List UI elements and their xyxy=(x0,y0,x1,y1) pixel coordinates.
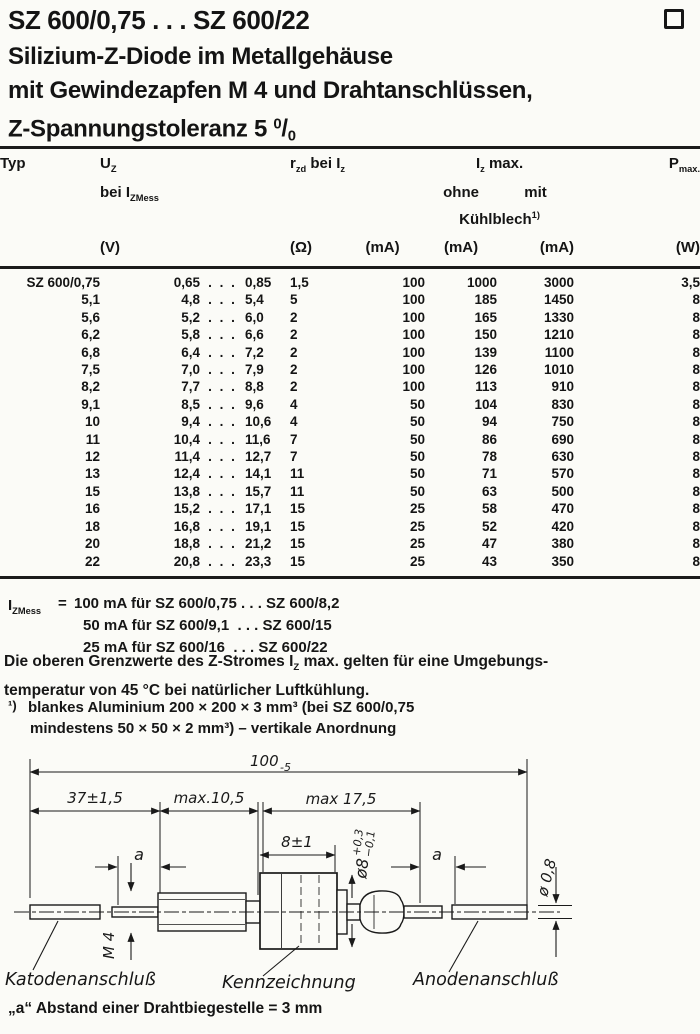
cell-iz-max-ohne: 150 xyxy=(474,327,498,343)
cell-pmax: 8 xyxy=(692,344,700,360)
cell-uz-max: 17,1 xyxy=(245,501,272,517)
cell-pmax: 8 xyxy=(692,466,700,482)
cell-uz-min: 0,65 xyxy=(173,275,200,290)
table-row xyxy=(0,448,700,465)
cell-iz: 50 xyxy=(410,431,426,447)
cell-iz-max-mit: 1210 xyxy=(544,327,575,343)
cell-uz-min: 7,0 xyxy=(181,362,200,378)
table-row xyxy=(0,361,700,378)
cell-rzd: 7 xyxy=(290,449,298,465)
anode-label: Anodenanschluß xyxy=(413,970,559,990)
cell-uz-min: 16,8 xyxy=(173,518,200,534)
cell-iz: 100 xyxy=(402,344,426,360)
cell-uz-max: 8,8 xyxy=(245,379,264,395)
svg-text:ø 0,8: ø 0,8 xyxy=(533,856,561,898)
footnote-kuehlblech xyxy=(8,695,698,739)
cell-uz-max: 7,9 xyxy=(245,362,264,378)
cell-uz-max: 0,85 xyxy=(245,275,272,290)
cell-iz-max-ohne: 94 xyxy=(482,414,498,430)
horizontal-rule-top xyxy=(0,146,700,149)
cell-uz-min: 20,8 xyxy=(173,553,200,569)
cell-uz-min: 7,7 xyxy=(181,379,200,395)
svg-text:M 4: M 4 xyxy=(100,931,118,959)
uz-range-dots: . . . xyxy=(208,292,237,308)
limit-note-line-1: Die oberen Grenzwerte des Z-Stromes $I_Z$ max. gelten für eine Umgebungs- xyxy=(4,653,549,674)
cell-uz-max: 23,3 xyxy=(245,553,272,569)
units-row xyxy=(0,232,700,274)
izmess-note xyxy=(8,593,339,659)
uz-range-dots: . . . xyxy=(208,396,237,412)
cell-rzd: 11 xyxy=(290,483,305,499)
cell-typ: 6,2 xyxy=(81,327,100,343)
cell-pmax: 8 xyxy=(692,518,700,534)
unit-ma-iz: (mA) xyxy=(365,239,400,256)
cell-uz-max: 11,6 xyxy=(245,431,271,447)
cell-uz-max: 9,6 xyxy=(245,396,264,412)
cell-rzd: 15 xyxy=(290,518,306,534)
cell-iz: 100 xyxy=(402,275,426,290)
cell-rzd: 4 xyxy=(290,396,298,412)
cell-uz-max: 21,2 xyxy=(245,536,272,552)
unit-ma-ohne: (mA) xyxy=(443,239,479,256)
cell-iz-max-mit: 630 xyxy=(551,449,575,465)
cell-typ: 12 xyxy=(84,449,100,465)
unit-ohm: (Ω) xyxy=(290,239,313,256)
cell-pmax: 8 xyxy=(692,292,700,308)
uz-range-dots: . . . xyxy=(208,275,237,290)
cell-rzd: 11 xyxy=(290,466,305,482)
cell-rzd: 2 xyxy=(290,379,298,395)
cell-iz-max-mit: 470 xyxy=(551,501,575,517)
cell-iz-max-ohne: 139 xyxy=(474,344,498,360)
table-row xyxy=(0,309,700,326)
cell-iz-max-ohne: 43 xyxy=(482,553,498,569)
cell-uz-min: 9,4 xyxy=(181,414,200,430)
cell-typ: 13 xyxy=(84,466,100,482)
uz-range-dots: . . . xyxy=(208,414,237,430)
cell-rzd: 15 xyxy=(290,536,306,552)
column-header-izmax: $I_z$ max. ohne mit Kühlblech$^{1)}$ xyxy=(443,155,547,228)
cell-typ: 16 xyxy=(84,501,100,517)
cell-typ: 15 xyxy=(84,483,100,499)
cell-iz: 25 xyxy=(410,518,426,534)
wire-bend-note: „a“ Abstand einer Drahtbiegestelle = 3 mm xyxy=(8,1000,323,1017)
cell-typ: 7,5 xyxy=(81,362,100,378)
column-header-pmax: $P_{max.}$ xyxy=(668,155,700,174)
cell-typ: 10 xyxy=(84,414,100,430)
table-row xyxy=(0,431,700,448)
izmess-equals: = xyxy=(58,595,67,612)
cell-iz: 100 xyxy=(402,292,426,308)
cell-typ: 5,1 xyxy=(81,292,100,308)
table-row xyxy=(0,291,700,308)
cell-uz-max: 7,2 xyxy=(245,344,264,360)
cell-iz-max-mit: 1450 xyxy=(544,292,575,308)
cell-typ: 5,6 xyxy=(81,309,100,325)
footnote-marker: ¹) xyxy=(8,698,17,713)
case-body xyxy=(260,873,337,949)
cell-uz-max: 10,6 xyxy=(245,414,272,430)
cell-iz-max-ohne: 165 xyxy=(474,309,498,325)
column-header-uz: $U_Z$ bei $I_{ZMess}$ xyxy=(100,155,159,203)
cell-iz-max-ohne: 126 xyxy=(474,362,498,378)
cell-iz-max-mit: 1330 xyxy=(544,309,575,325)
percent-symbol: $^0/_0$ xyxy=(273,115,296,145)
cell-iz-max-ohne: 63 xyxy=(482,483,498,499)
cell-iz-max-mit: 1100 xyxy=(544,344,575,360)
footnote-line-2: mindestens 50 × 50 × 2 mm³) – vertikale Anordnung xyxy=(30,720,397,737)
cell-uz-min: 6,4 xyxy=(181,344,200,360)
table-row xyxy=(0,535,700,552)
cell-iz-max-ohne: 58 xyxy=(482,501,498,517)
cell-iz-max-mit: 420 xyxy=(551,518,575,534)
cell-pmax: 8 xyxy=(692,501,700,517)
table-row xyxy=(0,344,700,361)
corner-square-mark xyxy=(664,9,684,29)
cell-iz: 50 xyxy=(410,396,426,412)
table-body xyxy=(0,274,700,570)
subtitle-line-3: Z-Spannungstoleranz 5 $^0/_0$ xyxy=(8,115,296,145)
cell-iz: 100 xyxy=(402,309,426,325)
cell-pmax: 8 xyxy=(692,309,700,325)
cell-uz-min: 15,2 xyxy=(173,501,200,517)
cathode-label: Katodenanschluß xyxy=(5,970,156,990)
cell-uz-max: 6,0 xyxy=(245,309,264,325)
cell-rzd: 2 xyxy=(290,344,298,360)
subtitle-line-1: Silizium-Z-Diode im Metallgehäuse xyxy=(8,43,393,70)
cell-iz-max-ohne: 47 xyxy=(482,536,498,552)
column-header-rzd: $r_{zd}$ bei $I_z$ xyxy=(290,155,346,174)
table-row xyxy=(0,274,700,291)
cell-iz-max-mit: 910 xyxy=(551,379,575,395)
cell-rzd: 4 xyxy=(290,414,298,430)
cell-rzd: 1,5 xyxy=(290,275,309,290)
cell-iz-max-ohne: 185 xyxy=(474,292,498,308)
dim-overall: 100 xyxy=(250,752,279,770)
table-row xyxy=(0,518,700,535)
cell-iz-max-mit: 350 xyxy=(551,553,575,569)
dim-lead-length: 37±1,5 xyxy=(67,789,123,807)
dim-body-diameter xyxy=(347,828,378,880)
cell-rzd: 7 xyxy=(290,431,298,447)
cell-rzd: 2 xyxy=(290,362,298,378)
cell-uz-min: 12,4 xyxy=(173,466,200,482)
cell-iz-max-ohne: 104 xyxy=(474,396,498,412)
cell-typ: 9,1 xyxy=(81,396,100,412)
cell-uz-max: 19,1 xyxy=(245,518,272,534)
cell-iz: 100 xyxy=(402,327,426,343)
cell-iz-max-mit: 500 xyxy=(551,483,575,499)
cell-typ: 8,2 xyxy=(81,379,100,395)
uz-range-dots: . . . xyxy=(208,327,237,343)
cell-pmax: 8 xyxy=(692,449,700,465)
footnote-line-1: ¹) blankes Aluminium 200 × 200 × 3 mm³ (bei SZ 600/0,75 xyxy=(8,695,698,718)
cell-uz-min: 8,5 xyxy=(181,396,200,412)
uz-range-dots: . . . xyxy=(208,362,237,378)
cell-pmax: 3,5 xyxy=(681,275,700,290)
svg-text:−0,1: −0,1 xyxy=(361,829,378,858)
cell-iz-max-ohne: 113 xyxy=(475,379,498,395)
cell-iz: 100 xyxy=(402,362,426,378)
uz-range-dots: . . . xyxy=(208,344,237,360)
table-row xyxy=(0,326,700,343)
cell-iz-max-mit: 690 xyxy=(551,431,575,447)
cell-rzd: 2 xyxy=(290,309,298,325)
cell-pmax: 8 xyxy=(692,396,700,412)
cell-uz-max: 12,7 xyxy=(245,449,272,465)
spec-table xyxy=(0,152,700,570)
uz-range-dots: . . . xyxy=(208,553,237,569)
column-header-typ: Typ xyxy=(0,155,26,172)
cell-uz-max: 5,4 xyxy=(245,292,264,308)
cell-iz: 25 xyxy=(410,553,426,569)
dim-overall-tolerance: -5 xyxy=(280,761,291,774)
table-row xyxy=(0,465,700,482)
cell-typ: 18 xyxy=(84,518,100,534)
cell-iz-max-ohne: 78 xyxy=(482,449,498,465)
thread-size-label xyxy=(100,932,118,959)
cell-iz: 25 xyxy=(410,501,426,517)
cell-iz: 50 xyxy=(410,483,426,499)
cell-typ: 6,8 xyxy=(81,344,100,360)
cell-iz: 50 xyxy=(410,449,426,465)
dim-body-length: max 17,5 xyxy=(305,790,377,808)
cell-typ: 11 xyxy=(85,431,100,447)
svg-text:ø8: ø8 xyxy=(351,857,373,880)
cell-pmax: 8 xyxy=(692,327,700,343)
uz-range-dots: . . . xyxy=(208,449,237,465)
uz-range-dots: . . . xyxy=(208,466,237,482)
cell-iz-max-ohne: 71 xyxy=(482,466,498,482)
cell-iz-max-mit: 3000 xyxy=(544,275,575,290)
cell-typ: 22 xyxy=(84,553,100,569)
page-subtitle xyxy=(8,40,533,154)
cell-uz-min: 10,4 xyxy=(173,431,200,447)
limit-note-line-2: temperatur von 45 °C bei natürlicher Luftkühlung. xyxy=(4,681,370,699)
cell-pmax: 8 xyxy=(692,414,700,430)
cell-typ: 20 xyxy=(84,536,100,552)
svg-text:+0,3: +0,3 xyxy=(349,828,366,857)
unit-w: (W) xyxy=(675,239,700,256)
dim-a-left: a xyxy=(134,845,144,864)
cell-uz-max: 14,1 xyxy=(245,466,272,482)
cell-uz-min: 11,4 xyxy=(174,449,200,465)
table-row xyxy=(0,553,700,570)
cell-iz-max-ohne: 1000 xyxy=(467,275,498,290)
izmess-lines xyxy=(74,593,339,659)
cell-iz-max-mit: 570 xyxy=(551,466,575,482)
table-row xyxy=(0,413,700,430)
uz-range-dots: . . . xyxy=(208,483,237,499)
dim-marking-band: 8±1 xyxy=(281,833,313,851)
izmess-line-1: 100 mA für SZ 600/0,75 . . . SZ 600/8,2 xyxy=(74,595,340,612)
horizontal-rule-table-bottom xyxy=(0,576,700,579)
cell-pmax: 8 xyxy=(692,362,700,378)
cell-uz-min: 18,8 xyxy=(173,536,200,552)
cell-iz-max-mit: 380 xyxy=(551,536,575,552)
cell-iz: 100 xyxy=(402,379,426,395)
cell-pmax: 8 xyxy=(692,379,700,395)
marking-label: Kennzeichnung xyxy=(222,973,356,993)
cell-rzd: 15 xyxy=(290,501,306,517)
diode-outline-drawing xyxy=(0,745,700,997)
cell-iz: 50 xyxy=(410,466,426,482)
subtitle-line-2: mit Gewindezapfen M 4 und Drahtanschlüssen, xyxy=(8,77,533,104)
izmess-line-2: 50 mA für SZ 600/9,1 . . . SZ 600/15 xyxy=(83,617,332,634)
cell-iz-max-mit: 830 xyxy=(551,396,575,412)
uz-range-dots: . . . xyxy=(208,536,237,552)
dim-a-right: a xyxy=(432,845,442,864)
cell-uz-min: 4,8 xyxy=(181,292,200,308)
izmess-line-3: 25 mA für SZ 600/16 . . . SZ 600/22 xyxy=(83,639,328,656)
cell-iz-max-mit: 1010 xyxy=(544,362,575,378)
uz-range-dots: . . . xyxy=(208,518,237,534)
cell-iz-max-ohne: 86 xyxy=(482,431,498,447)
uz-range-dots: . . . xyxy=(208,431,237,447)
cell-iz-max-ohne: 52 xyxy=(482,518,498,534)
cell-pmax: 8 xyxy=(692,536,700,552)
table-row xyxy=(0,483,700,500)
cell-uz-max: 15,7 xyxy=(245,483,272,499)
cell-iz-max-mit: 750 xyxy=(551,414,575,430)
table-header xyxy=(0,152,700,274)
cell-uz-max: 6,6 xyxy=(245,327,264,343)
dim-stud-length: max.10,5 xyxy=(173,789,245,807)
cell-iz: 25 xyxy=(410,536,426,552)
cell-pmax: 8 xyxy=(692,431,700,447)
cell-pmax: 8 xyxy=(692,483,700,499)
uz-range-dots: . . . xyxy=(208,309,237,325)
table-row xyxy=(0,396,700,413)
cell-typ: SZ 600/0,75 xyxy=(26,275,100,290)
cell-pmax: 8 xyxy=(692,553,700,569)
table-row xyxy=(0,500,700,517)
cell-uz-min: 5,8 xyxy=(181,327,200,343)
cell-rzd: 5 xyxy=(290,292,298,308)
cell-uz-min: 5,2 xyxy=(181,309,200,325)
izmess-label: $I_{ZMess}$ xyxy=(8,597,42,616)
unit-v: (V) xyxy=(100,239,120,256)
table-row xyxy=(0,378,700,395)
cell-rzd: 2 xyxy=(290,327,298,343)
uz-range-dots: . . . xyxy=(208,379,237,395)
cell-rzd: 15 xyxy=(290,553,306,569)
cell-iz: 50 xyxy=(410,414,426,430)
page-title: SZ 600/0,75 . . . SZ 600/22 xyxy=(8,5,310,35)
cell-uz-min: 13,8 xyxy=(173,483,200,499)
uz-range-dots: . . . xyxy=(208,501,237,517)
unit-ma-mit: (mA) xyxy=(539,239,575,256)
